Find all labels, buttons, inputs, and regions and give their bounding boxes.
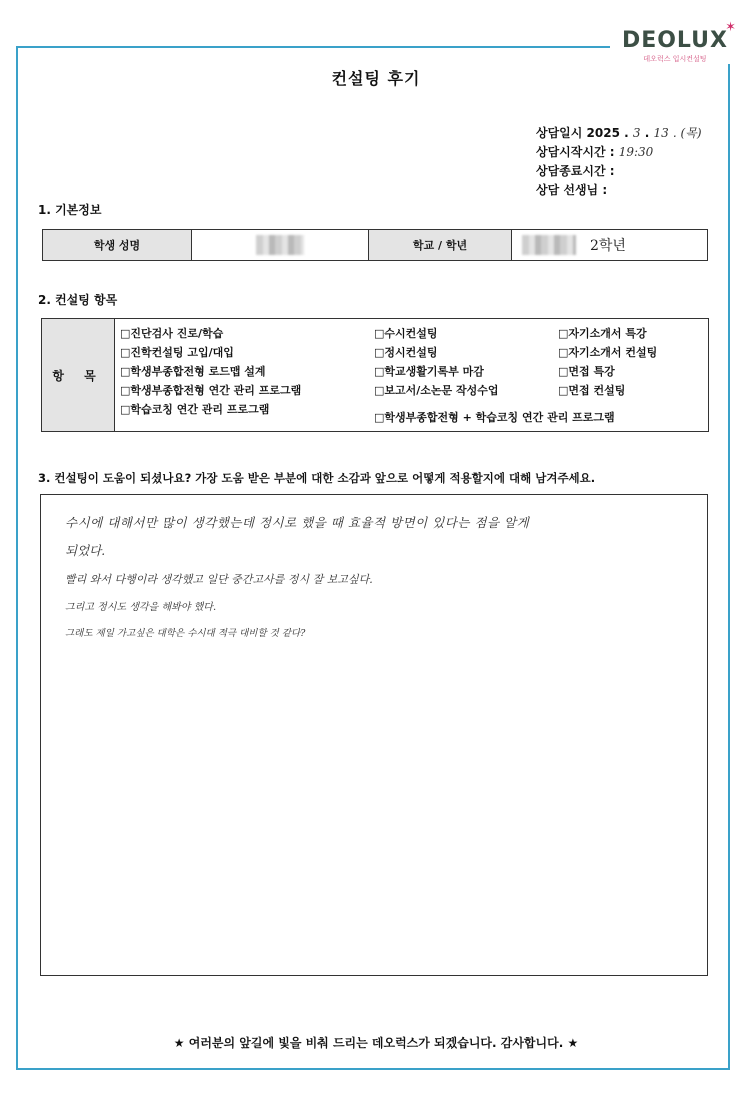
basic-info-table <box>42 229 708 261</box>
item-checkbox[interactable]: □학생부종합전형 로드맵 설계 <box>120 365 266 378</box>
item-checkbox[interactable]: □학교생활기록부 마감 <box>374 365 484 378</box>
student-name-label: 학생 성명 <box>43 230 192 261</box>
grade-value: 2학년 <box>590 238 626 254</box>
section-feedback-heading: 3. 컨설팅이 도움이 되셨나요? 가장 도움 받은 부분에 대한 소감과 앞으로 어떻게 적용할지에 대해 남겨주세요. <box>38 471 596 485</box>
item-checkbox[interactable]: □학습코칭 연간 관리 프로그램 <box>120 403 270 416</box>
teacher-row <box>536 181 702 200</box>
items-label: 항 목 <box>42 319 115 431</box>
consult-date-row <box>536 124 702 143</box>
footer-message: ★ 여러분의 앞길에 빛을 비춰 드리는 데오럭스가 되겠습니다. 감사합니다. ★ <box>173 1036 579 1050</box>
item-checkbox[interactable]: □학생부종합전형 연간 관리 프로그램 <box>120 384 302 397</box>
teacher-label: 상담 선생님 : <box>536 183 608 197</box>
date-month: 3 <box>632 126 641 140</box>
date-day: 13 <box>653 126 669 140</box>
item-checkbox[interactable]: □진단검사 진로/학습 <box>120 327 224 340</box>
student-name-value <box>192 230 369 261</box>
item-checkbox[interactable]: □진학컨설팅 고입/대입 <box>120 346 234 359</box>
consulting-items-box <box>41 318 709 432</box>
section-items-heading: 2. 컨설팅 항목 <box>38 293 118 307</box>
items-col-3 <box>558 324 657 400</box>
date-weekday: . (목) <box>672 126 702 140</box>
end-time-label: 상담종료시간 : <box>536 164 615 178</box>
items-col-1 <box>120 324 301 419</box>
section-basic-info-heading: 1. 기본정보 <box>38 203 102 217</box>
redacted-school <box>522 235 576 255</box>
feedback-answer-box[interactable] <box>40 494 708 976</box>
item-checkbox[interactable]: □면접 컨설팅 <box>558 384 626 397</box>
items-col-2 <box>374 324 499 400</box>
start-time-label: 상담시작시간 : <box>536 145 615 159</box>
answer-line: 수시에 대해서만 많이 생각했는데 정시로 했을 때 효율적 방면이 있다는 점을 알게 <box>65 515 530 530</box>
item-checkbox[interactable]: □수시컨설팅 <box>374 327 438 340</box>
answer-line: 되었다. <box>65 543 106 558</box>
date-sep: . <box>644 126 650 140</box>
redacted-name <box>256 235 304 255</box>
item-checkbox[interactable]: □학생부종합전형 + 학습코칭 연간 관리 프로그램 <box>374 411 615 424</box>
item-checkbox[interactable]: □면접 특강 <box>558 365 615 378</box>
start-time-value: 19:30 <box>618 145 654 159</box>
brand-name: DEOLUX <box>621 28 728 53</box>
brand-logo <box>610 20 738 64</box>
item-checkbox[interactable]: □정시컨설팅 <box>374 346 438 359</box>
brand-star-icon: ✶ <box>725 20 737 35</box>
answer-line: 그래도 제일 가고싶은 대학은 수시대 적극 대비할 것 같다? <box>65 628 306 639</box>
start-time-row <box>536 143 702 162</box>
page-title: 컨설팅 후기 <box>331 69 421 88</box>
answer-line: 그리고 정시도 생각을 해봐야 했다. <box>65 602 217 613</box>
end-time-row <box>536 162 702 181</box>
school-grade-label: 학교 / 학년 <box>369 230 512 261</box>
item-checkbox[interactable]: □자기소개서 특강 <box>558 327 647 340</box>
date-label: 상담일시 2025 . <box>536 126 629 140</box>
answer-line: 빨리 와서 다행이라 생각했고 일단 중간고사를 정시 잘 보고싶다. <box>65 573 373 586</box>
brand-tagline: 데오럭스 입시컨설팅 <box>643 55 707 63</box>
school-grade-value <box>512 230 708 261</box>
item-checkbox[interactable]: □자기소개서 컨설팅 <box>558 346 658 359</box>
item-checkbox[interactable]: □보고서/소논문 작성수업 <box>374 384 499 397</box>
consult-meta <box>536 124 702 200</box>
